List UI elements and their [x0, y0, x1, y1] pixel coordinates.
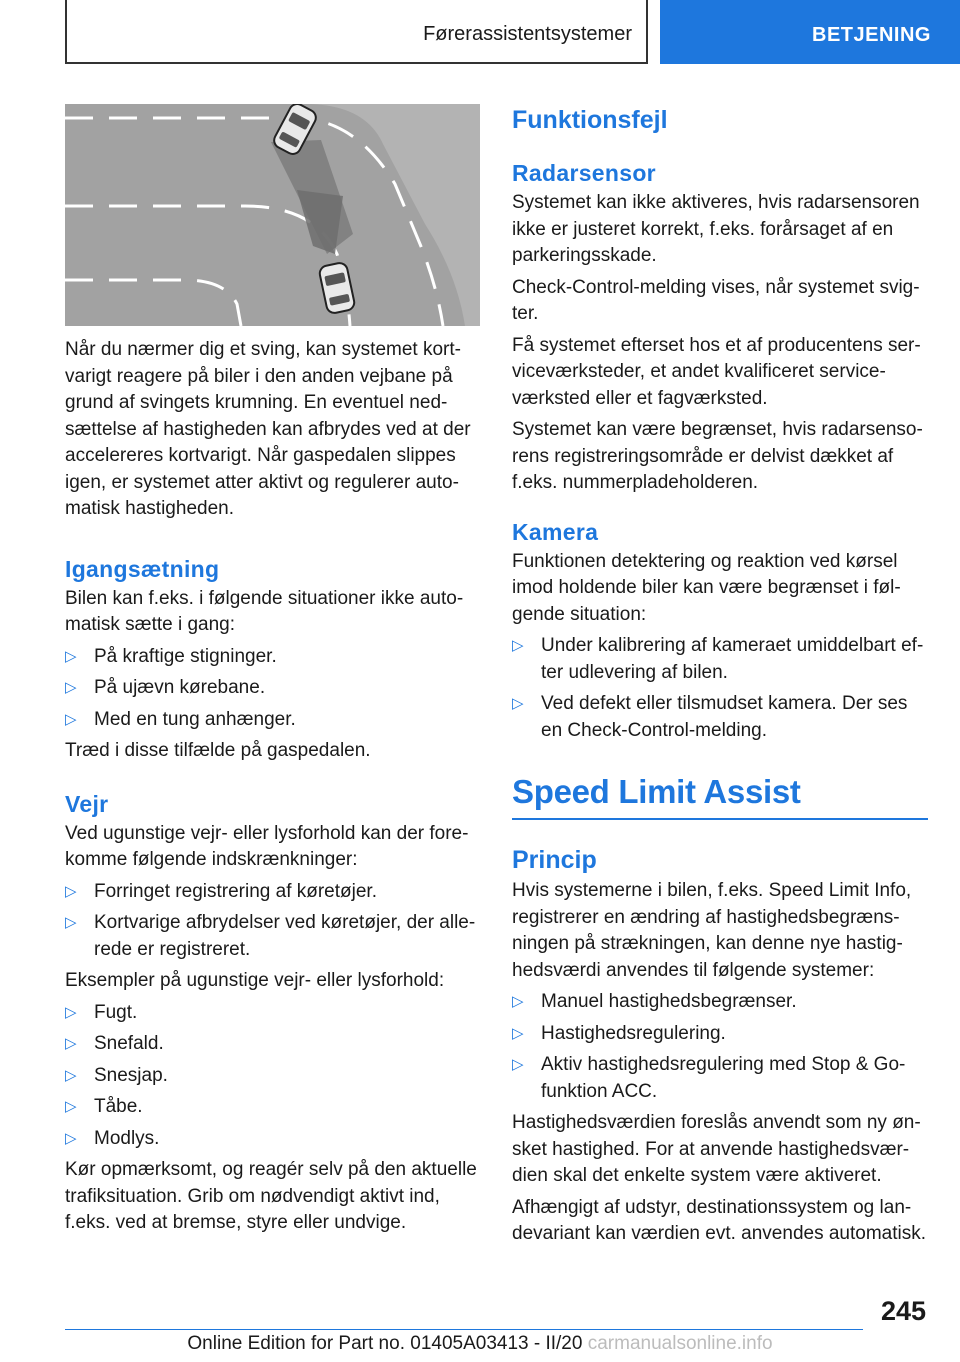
- header-section-title: [65, 0, 648, 64]
- list-item: ▷ På kraftige stigninger.: [65, 644, 480, 671]
- list-item: ▷ Modlys.: [65, 1126, 480, 1153]
- triangle-bullet-icon: ▷: [65, 1003, 77, 1021]
- radar-paragraph-2: Check-Control-melding vises, når systemet svigter.: [512, 276, 920, 324]
- triangle-bullet-icon: ▷: [65, 710, 77, 728]
- list-item: ▷ Hastighedsregulering.: [512, 1021, 928, 1048]
- right-column: [512, 104, 928, 1248]
- start-list: [65, 644, 480, 734]
- triangle-bullet-icon: ▷: [65, 679, 77, 696]
- heading-speed-limit-assist: Speed Limit Assist: [512, 773, 801, 810]
- list-item: ▷ På ujævn kørebane.: [65, 675, 480, 702]
- radar-paragraph-3: Få systemet efterset hos et af producentens serviceværksteder, et andet kvalificeret serviceværksted eller et fagværksted.: [512, 334, 921, 409]
- weather-note: Kør opmærksomt, og reagér selv på den aktuelle trafiksituation. Grib om nødvendigt aktivt ind, f.eks. ved at bremse, styre eller undvige.: [65, 1159, 477, 1233]
- list-item: ▷ Fugt.: [65, 1000, 480, 1027]
- principle-list: [512, 989, 928, 1105]
- triangle-bullet-icon: ▷: [512, 993, 524, 1010]
- list-item: ▷ Kortvarige afbrydelser ved køretøjer, der allerede er registreret.: [65, 912, 476, 960]
- left-column: [65, 104, 480, 1237]
- list-item: ▷ Manuel hastighedsbegrænser.: [512, 989, 928, 1016]
- principle-text: Hvis systemerne i bilen, f.eks. Speed Limit Info, registrerer en ændring af hastighedsbegrænsningen på strækningen, kan denne nye hastighedsværdi anvendes til følgende systemer:: [512, 880, 912, 981]
- heading-igangsaetning: Igangsætning: [65, 555, 220, 582]
- list-item: ▷ Forringet registrering af køretøjer.: [65, 879, 480, 906]
- triangle-bullet-icon: ▷: [512, 1024, 524, 1042]
- triangle-bullet-icon: ▷: [65, 647, 77, 665]
- weather-examples-list: [65, 1000, 480, 1153]
- weather-examples-text: Eksempler på ugunstige vejr- eller lysforhold:: [65, 970, 445, 991]
- list-item: ▷ Tåbe.: [65, 1094, 480, 1121]
- heading-radarsensor: Radarsensor: [512, 160, 656, 186]
- footer-brand-watermark[interactable]: carmanualsonline.info: [587, 1333, 773, 1354]
- section-title: Førerassistentsystemer: [423, 22, 632, 45]
- heading-speed-limit-assist-block: [512, 772, 928, 820]
- weather-text: Ved ugunstige vejr- eller lysforhold kan der forekomme følgende indskrænkninger:: [65, 822, 469, 870]
- chapter-title: BETJENING: [812, 23, 931, 46]
- triangle-bullet-icon: ▷: [512, 637, 524, 654]
- radar-paragraph-4: Systemet kan være begrænset, hvis radarsensorens registreringsområde er delvist dækket af f.eks. nummerpladeholderen.: [512, 419, 923, 493]
- heading-funktionsfejl: Funktionsfejl: [512, 106, 668, 134]
- camera-text: Funktionen detektering og reaktion ved kørsel imod holdende biler kan være begrænset i følgende situation:: [512, 550, 901, 625]
- heading-princip: Princip: [512, 846, 597, 874]
- list-item: ▷ Under kalibrering af kameraet umiddelbart efter udlevering af bilen.: [512, 635, 924, 683]
- camera-list: [512, 633, 928, 744]
- triangle-bullet-icon: ▷: [65, 1098, 77, 1115]
- principle-paragraph-2: Hastighedsværdien foreslås anvendt som ny ønsket hastighed. For at anvende hastighedsværdien skal det enkelte system være aktiveret.: [512, 1112, 921, 1186]
- start-note: Træd i disse tilfælde på gaspedalen.: [65, 740, 371, 761]
- list-item: ▷ Snesjap.: [65, 1063, 480, 1090]
- triangle-bullet-icon: ▷: [65, 1129, 77, 1147]
- triangle-bullet-icon: ▷: [512, 1056, 524, 1073]
- page-number: 245: [880, 1296, 926, 1326]
- radar-paragraph-1: Systemet kan ikke aktiveres, hvis radarsensoren ikke er justeret korrekt, f.eks. forårsaget af en parkeringsskade.: [512, 192, 920, 266]
- list-item: ▷ Ved defekt eller tilsmudset kamera. Der ses en Check-Control-melding.: [512, 693, 908, 741]
- principle-paragraph-3: Afhængigt af udstyr, destinationssystem og landevariant kan værdien evt. anvendes automatisk.: [512, 1196, 927, 1244]
- list-item: ▷ Snefald.: [65, 1031, 480, 1058]
- header-chapter-tab: [660, 0, 960, 64]
- weather-list: [65, 879, 480, 964]
- triangle-bullet-icon: ▷: [512, 695, 524, 712]
- heading-rule: [512, 818, 928, 820]
- list-item: ▷ Med en tung anhænger.: [65, 707, 480, 734]
- footer-edition: [0, 1333, 960, 1355]
- curve-road-illustration: [65, 104, 480, 326]
- triangle-bullet-icon: ▷: [65, 914, 77, 931]
- heading-vejr: Vejr: [65, 790, 109, 817]
- intro-paragraph: Når du nærmer dig et sving, kan systemet kortvarigt reagere på biler i den anden vejbane på grund af svingets krumning. En eventuel nedsættelse af hastigheden kan afbrydes ved at der accelereres kortvarigt. Når gaspedalen slippes igen, er systemet atter aktivt og regulerer automatisk hastigheden.: [65, 339, 471, 519]
- triangle-bullet-icon: ▷: [65, 1035, 77, 1052]
- edition-text: Online Edition for Part no. 01405A03413 - II/20: [187, 1333, 583, 1354]
- list-item: ▷ Aktiv hastighedsregulering med Stop & Go-funktion ACC.: [512, 1054, 906, 1102]
- heading-kamera: Kamera: [512, 518, 599, 545]
- triangle-bullet-icon: ▷: [65, 882, 77, 900]
- triangle-bullet-icon: ▷: [65, 1066, 77, 1084]
- start-text: Bilen kan f.eks. i følgende situationer ikke automatisk sætte i gang:: [65, 587, 464, 635]
- footer-rule: [65, 1329, 863, 1330]
